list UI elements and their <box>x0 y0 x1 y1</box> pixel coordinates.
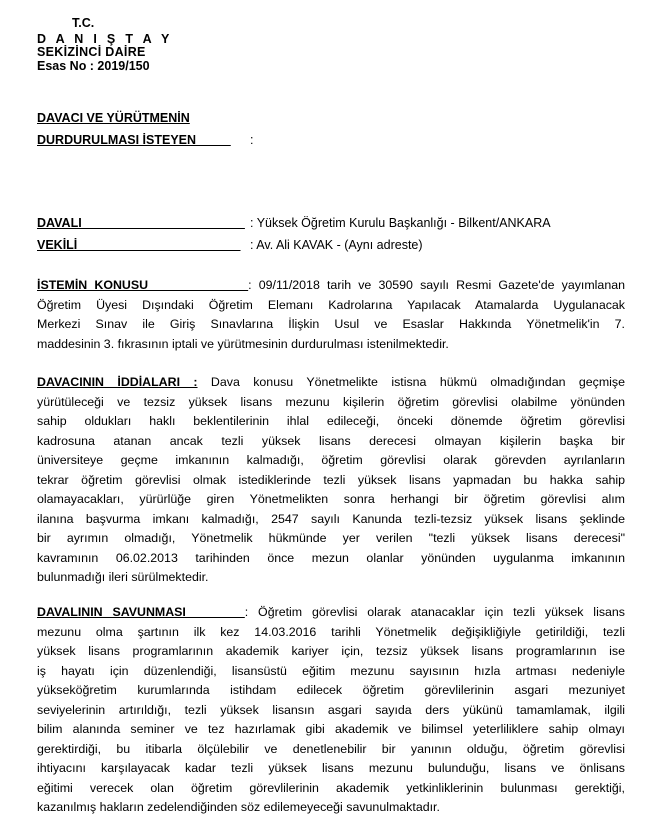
attorney-value: : Av. Ali KAVAK - (Aynı adreste) <box>250 238 423 252</box>
plaintiff-claims-paragraph <box>37 373 625 588</box>
claims-line: ilanına başvurma imkanı kalmadığı, 2547 sayılı Kanunda tezli-tezsiz yüksek lisans şeklinde <box>37 511 625 526</box>
defense-paragraph <box>37 603 625 818</box>
court-name: D A N I Ş T A Y <box>37 32 173 46</box>
request-subject-line: Öğretim Üyesi Dışındaki Öğretim Elemanı Kadrolarına Yapılacak Atamalarda Uygulanacak <box>37 297 625 312</box>
defense-line: iş hayatı için düzenlendiği, lisansüstü eğitim mezunu sayısının hızla artması nedeniyle <box>37 663 625 678</box>
plaintiff-label-line1: DAVACI VE YÜRÜTMENİN <box>37 111 190 125</box>
claims-line: yürütüleceği ve tezsiz yüksek lisans mezunu kişilerin öğretim görevlisi olabilme yönünden <box>37 394 625 409</box>
request-subject-line: Merkezi Sınav ile Giriş Sınavlarına İlişkin Usul ve Esaslar Hakkında Yönetmelik'in 7. <box>37 317 625 331</box>
request-subject-line: maddesinin 3. fıkrasının iptali ve yürütmesinin durdurulması istenilmektedir. <box>37 336 449 351</box>
defense-line: eğitimi verecek olan öğretim görevlilerinin akademik yetkinliklerinin bulunması gerektiği, <box>37 780 625 795</box>
defense-line: yükseköğretim kurumlarında istihdam edilecek öğretim görevlilerinin asgari mezuniyet <box>37 683 625 697</box>
plaintiff-value: : <box>250 133 254 147</box>
request-subject-line: İSTEMİN KONUSU : 09/11/2018 tarih ve 30590 sayılı Resmi Gazete'de yayımlanan <box>37 278 625 292</box>
tc-heading: T.C. <box>72 16 95 30</box>
defense-label: DAVALININ SAVUNMASI <box>37 605 245 619</box>
plaintiff-claims-label: DAVACININ İDDİALARI : <box>37 375 198 389</box>
request-subject-label: İSTEMİN KONUSU <box>37 278 249 292</box>
plaintiff-label-line2: DURDURULMASI İSTEYEN <box>37 133 231 147</box>
claims-line: tekrar öğretim görevlisi olmak istediklerinde tezli yüksek lisans yapmadan bu hakka sahip <box>37 472 625 487</box>
attorney-label: VEKİLİ <box>37 238 241 252</box>
claims-line: olamayacakları, yürürlüğe giren Yönetmelikten sonra herhangi bir öğretim görevlisi alım <box>37 492 625 506</box>
defense-line: yüksek lisans programlarının akademik kariyer için, tezsiz yüksek lisans programlarının ise <box>37 644 625 658</box>
defendant-label: DAVALI <box>37 216 245 230</box>
claims-line: kavramının 06.02.2013 tarihinden önce mezun olanlar yönünden uygulanma imkanının <box>37 550 625 565</box>
defense-line: seviyelerinin artırıldığı, tezli yüksek lisansın asgari sayıda ders yükünü tamamlamak, ilgili <box>37 702 625 717</box>
claims-line: üniversiteye geçme imkanının kalmadığı, öğretim görevlisi olarak görevden ayrılanların <box>37 453 625 467</box>
defense-line: gerektirdiği, bu itibarla ölçülebilir ve denetlenebilir bir yanının olduğu, öğretim görevlisi <box>37 741 625 756</box>
defense-line: DAVALININ SAVUNMASI : Öğretim görevlisi olarak atanacaklar için tezli yüksek lisans <box>37 605 625 619</box>
chamber-name: SEKİZİNCİ DAİRE <box>37 45 146 59</box>
defense-line: ihtiyacını karşılayacak kadar tezli yüksek lisans mezunu bulunduğu, lisans ve önlisans <box>37 761 625 775</box>
claims-line: DAVACININ İDDİALARI : Dava konusu Yönetmelikte istisna hükmü olmadığından geçmişe <box>37 375 626 389</box>
claims-line: sahip oldukları haklı beklentilerinin ihlal edileceği, önceki dönemde öğretim görevlisi <box>37 414 625 428</box>
claims-line: kadrosuna atanan ancak tezli yüksek lisans derecesi olmayan kişilerin başka bir <box>37 433 625 448</box>
case-number: Esas No : 2019/150 <box>37 59 150 73</box>
request-subject-paragraph <box>37 276 625 354</box>
defense-line: kazanılmış hakların zedelendiğinden söz edilemeyeceği savunulmaktadır. <box>37 800 440 814</box>
claims-line: bir ayrımın olmadığı, Yönetmelik hükmünde yer verilen "tezli yüksek lisans derecesi" <box>37 531 625 545</box>
defendant-value: : Yüksek Öğretim Kurulu Başkanlığı - Bilkent/ANKARA <box>250 216 551 230</box>
defense-line: mezunu olma şartının ilk kez 14.03.2016 tarihli Yönetmelik değişikliğiyle getirildiği, tezli <box>37 624 625 639</box>
defense-line: bilim alanında seminer ve tez hazırlamak gibi akademik ve bilimsel yeterliliklere sahip olmayı <box>37 722 625 736</box>
claims-line: bulunmadığı ileri sürülmektedir. <box>37 570 209 584</box>
